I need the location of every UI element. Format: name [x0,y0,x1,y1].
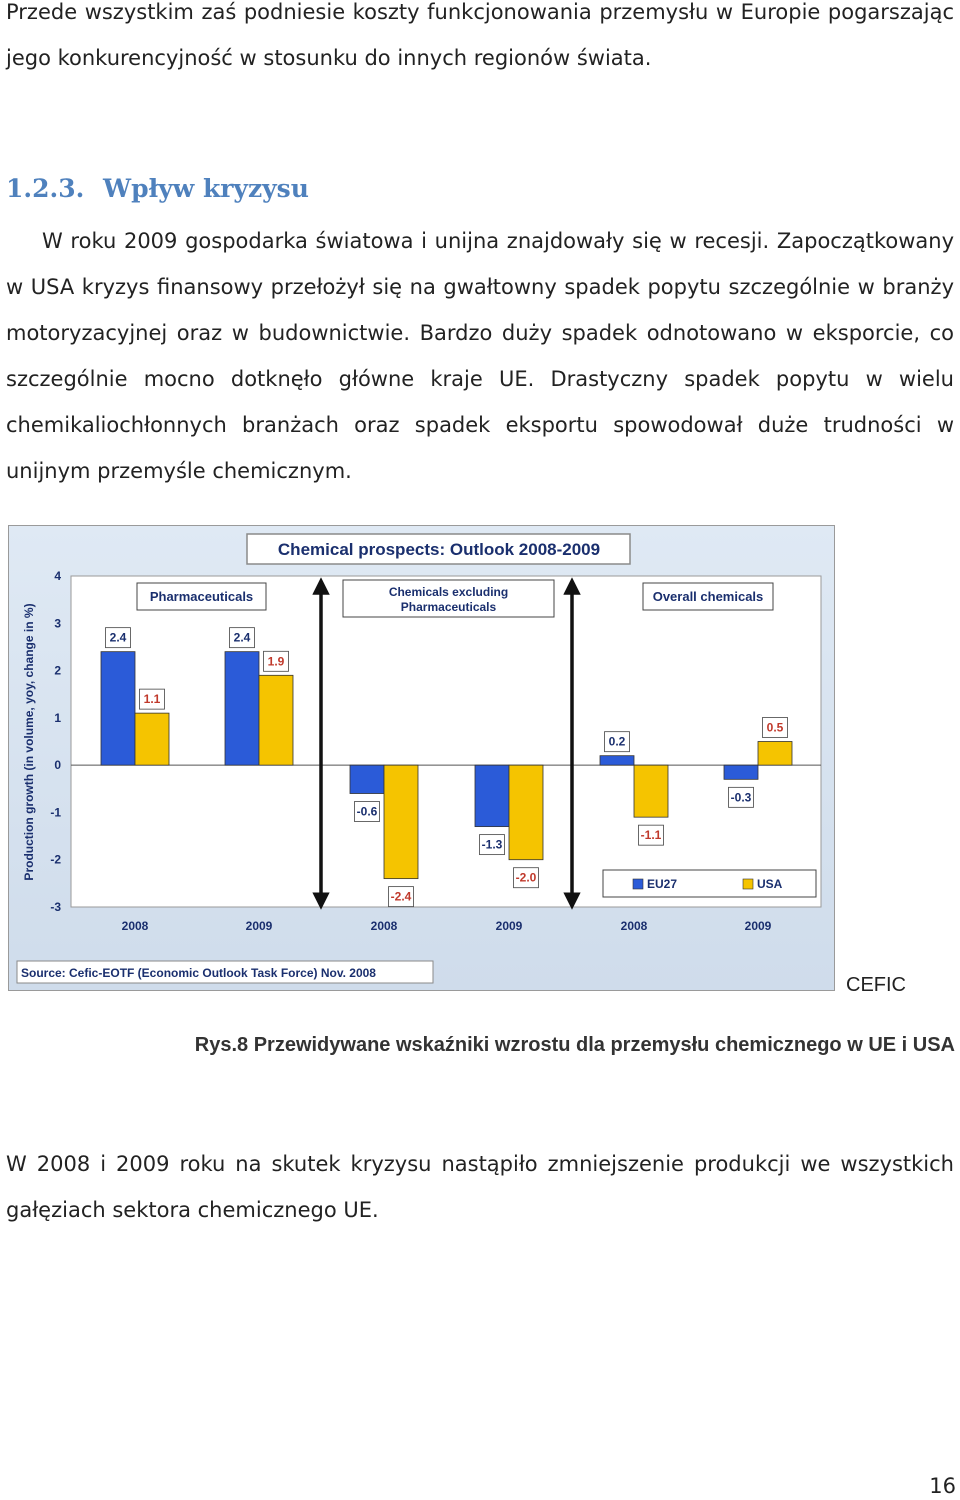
value-label-eu27: 2.4 [109,630,127,645]
y-tick-label: 0 [54,758,61,773]
legend-label-eu27: EU27 [647,877,678,891]
legend-swatch-eu27 [633,879,643,889]
section-heading [6,174,309,203]
bar-usa [758,742,792,766]
section-number: 1.2.3. [6,174,85,203]
x-tick-label: 2009 [245,919,273,933]
value-label-usa: 1.1 [143,692,161,707]
y-tick-label: 4 [54,569,61,583]
bar-usa [509,765,543,860]
crisis-paragraph: W roku 2009 gospodarka światowa i unijna znajdowały się w recesji. Zapoczątkowany w USA kryzys finansowy przełożył się na gwałtowny spadek popytu szczególnie w branży motoryzacyjnej oraz w budownictwie. Bardzo duży spadek odnotowano w eksporcie, co szczególnie mocno dotknęło główne kraje UE. Drastyczny spadek popytu w wielu chemikaliochłonnych branżach oraz spadek eksportu spowodował duże trudności w unijnym przemyśle chemicznym. [6,229,954,483]
bar-eu27 [350,765,384,793]
bar-eu27 [475,765,509,826]
figure-credit: CEFIC [846,974,906,996]
value-label-usa: -2.4 [390,889,412,904]
value-label-eu27: -1.3 [481,837,503,852]
chart-svg [9,526,836,992]
bar-eu27 [225,652,259,765]
chart-figure [8,525,835,991]
section-title: Wpływ kryzysu [103,174,309,203]
value-label-eu27: -0.3 [730,790,752,805]
value-label-usa: 0.5 [766,720,784,735]
chart-title: Chemical prospects: Outlook 2008-2009 [277,540,601,559]
intro-paragraph: Przede wszystkim zaś podniesie koszty funkcjonowania przemysłu w Europie pogarszając jego konkurencyjność w stosunku do innych regionów świata. [6,0,954,70]
bar-usa [384,765,418,878]
y-tick-label: -3 [50,900,61,914]
x-tick-label: 2008 [620,919,648,933]
y-axis-label: Production growth (in volume, yoy, change in %) [22,603,36,881]
page-number: 16 [929,1474,956,1498]
bar-usa [135,713,169,765]
group-label: Pharmaceuticals [149,589,254,604]
plot-area [71,576,821,907]
bar-eu27 [101,652,135,765]
value-label-eu27: -0.6 [356,804,378,819]
value-label-eu27: 2.4 [233,630,251,645]
chart-source: Source: Cefic-EOTF (Economic Outlook Task Force) Nov. 2008 [21,966,376,980]
y-tick-label: 3 [54,616,61,631]
value-label-eu27: 0.2 [608,734,626,749]
x-tick-label: 2008 [121,919,149,933]
group-label-line: Pharmaceuticals [400,600,497,614]
bar-usa [634,765,668,817]
legend-label-usa: USA [757,877,783,891]
bar-usa [259,675,293,765]
value-label-usa: -1.1 [640,828,662,843]
bar-eu27 [600,756,634,765]
x-tick-label: 2009 [744,919,772,933]
x-tick-label: 2008 [370,919,398,933]
after-paragraph: W 2008 i 2009 roku na skutek kryzysu nastąpiło zmniejszenie produkcji we wszystkich gałęziach sektora chemicznego UE. [6,1152,954,1222]
value-label-usa: 1.9 [267,654,285,669]
legend-swatch-usa [743,879,753,889]
group-label-line: Chemicals excluding [388,585,509,599]
y-tick-label: -2 [50,852,61,867]
group-label: Overall chemicals [652,589,764,604]
x-tick-label: 2009 [495,919,523,933]
figure-caption: Rys.8 Przewidywane wskaźniki wzrostu dla przemysłu chemicznego w UE i USA [194,1034,955,1056]
bar-eu27 [724,765,758,779]
y-tick-label: -1 [50,805,61,820]
y-tick-label: 2 [54,663,61,678]
y-tick-label: 1 [54,710,61,725]
value-label-usa: -2.0 [515,870,537,885]
